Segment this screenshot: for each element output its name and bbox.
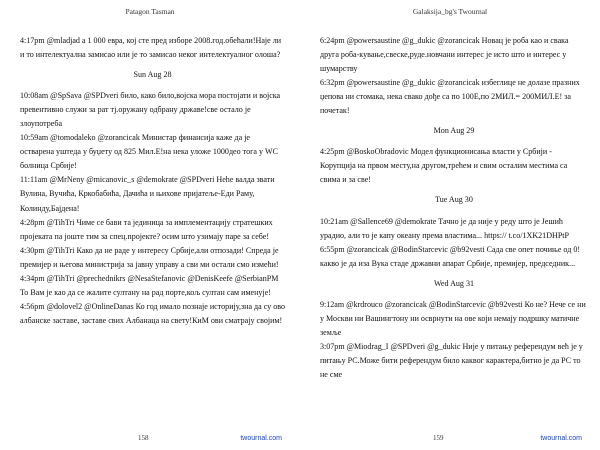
- tweet-entry: 9:12am @krdrouco @zorancicak @BodinStarcevic @b92vesti Ко не? Нече се ни у Москви ни Вашингтону ни осврнути на ове који немају подршку матичне земље: [320, 299, 586, 337]
- left-footer-link[interactable]: twournal.com: [240, 435, 282, 442]
- tweet-entry: 4:34pm @TihTri @prechednikrs @NesaStefanovic @DenisKeefe @SerbianPM То Вам је као да се жалите султану на рад порте,кољ султан сам именује!: [20, 273, 279, 297]
- tweet-entry: 4:30pm @TihTri Како да не раде у интересу Србије,али отпозади! Спреда је премијер и његова министрија за јавну управу а сви ми остали смо измећи!: [20, 245, 279, 269]
- right-footer-link[interactable]: twournal.com: [540, 435, 582, 442]
- tweet-entry: 4:25pm @BoskoObradovic Модел функционисања власти у Србији - Корупција на првом месту,на другом,трећем и свим осталим местима са свима и за све!: [320, 147, 568, 185]
- right-running-head: Galaksija_bg's Twournal: [412, 7, 488, 16]
- tweet-entry: 6:32pm @powersaustine @g_dukic @zorancicak избеглице не долазе празних џепова ни стомака, нека свако дође са по 100Е,по 2МИЛ.= 200МИЛ.Е! за почетак!: [320, 78, 580, 116]
- tweet-entry: 10:21am @Sallence69 @demokrate Тачно је да није у реду што је Јешић урадио, али то је капу океану према властима... https:// t.co/1XK21DHPtP: [320, 216, 570, 240]
- tweet-entry: 10:59am @tomodaleko @zorancicak Министар финансија каже да је остварена уштеда у буџету од 825 Мил.Е!на нека уложе 1000део тога у WC болница Србије!: [20, 133, 278, 171]
- tweet-entry: 11:11am @MrNeny @micanovic_s @demokrate @SPDveri Hehe валда звати Вулина, Вучића, Кркобабића, Дачића и њихове пријатеље-Еди Раму, Колинду,Бајдена!: [20, 175, 275, 213]
- right-page: [300, 0, 600, 450]
- left-running-head: Patagon Tasman: [125, 7, 175, 16]
- tweet-entry: 3:07pm @Miodrag_I @SPDveri @g_dukic Није у питању референдум већ је у питању РС.Може бити референдум било каквог карактера,битно је да РС то не сме: [320, 341, 583, 379]
- tweet-entry: 10:08am @SpSava @SPDveri било, како било,војска мора постојати и војска превентивно служи за рат тј.оружану одбрану државе!све остало је злоупотреба: [20, 91, 281, 129]
- date-heading: Mon Aug 29: [433, 126, 475, 136]
- right-page-number: 159: [433, 434, 444, 442]
- tweet-entry: 4:17pm @mladjad a 1 000 евра, кој сте пред изборе 2008.год.обећали!Наје ли и то интелектуална замисао или је то замисао неког интелектуалног олоша?: [20, 36, 282, 60]
- left-page-content: [20, 34, 285, 328]
- date-heading: Tue Aug 30: [435, 195, 473, 205]
- tweet-entry: 6:55pm @zorancicak @BodinStarcevic @b92vesti Сада све опет почиње од 0! какво је да иза Вука стаде државни апарат Србије, премијер, председник...: [320, 244, 581, 268]
- tweet-entry: 4:56pm @dolovel2 @OnlineDanas Ко год имало познаје историју,зна да су ово албанске заставе, заставе свих Албанаца на свету!КиМ ови сматрају својим!: [20, 301, 286, 325]
- right-page-content: [320, 34, 588, 382]
- left-page-number: 158: [138, 434, 149, 442]
- date-heading: Wed Aug 31: [433, 278, 475, 288]
- tweet-entry: 4:28pm @TihTri Чиме се бави та јединица за имплементацију стратешких пројеката па јоште тим за спец.пројекте? осим што узимају паре за себе!: [20, 217, 273, 241]
- tweet-entry: 6:24pm @powersaustine @g_dukic @zorancicak Новац је роба као и свака друга роба-кување,свеске,руде.новчани интерес је исто што и интерес у шумарству: [320, 36, 569, 74]
- date-heading: Sun Aug 28: [133, 70, 172, 80]
